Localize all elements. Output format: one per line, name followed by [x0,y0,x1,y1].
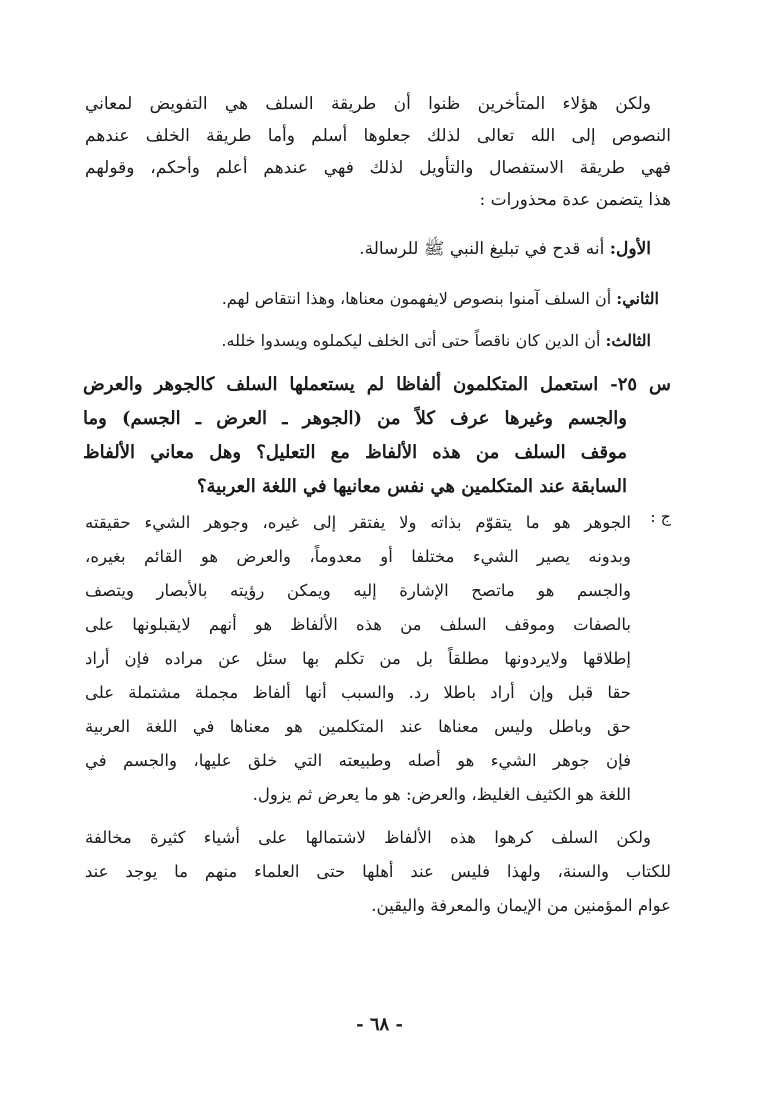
answer-line: حقا قبل وإن أراد باطلا رد. والسبب أنها ألفاظ مجملة مشتملة على [85,683,631,702]
point-third [85,331,651,350]
intro-line: فهي طريقة الاستفصال والتأويل لذلك فهي عندهم أعلم وأحكم، وقولهم [85,158,671,178]
intro-line: النصوص إلى الله تعالى لذلك جعلوها أسلم وأما طريقة الخلف عندهم [85,126,671,146]
intro-paragraph [85,88,671,216]
answer-line: الجوهر هو ما يتقوّم بذاته ولا يفتقر إلى غيره، وجوهر الشيء حقيقته [85,513,631,532]
question-line: موقف السلف من هذه الألفاظ مع التعليل؟ وهل معاني الألفاظ [83,442,627,463]
point-label: الثالث: [605,331,651,350]
answer-line: والجسم هو ماتصح الإشارة إليه ويمكن رؤيته بالأبصار ويتصف [85,581,631,600]
intro-line: ولكن هؤلاء المتأخرين ظنوا أن طريقة السلف هي التفويض لمعاني [85,94,651,114]
answer-line: بالصفات وموقف السلف من هذه الألفاظ هو أنهم لايقبلونها على [85,615,631,634]
question-25 [83,368,671,504]
question-line: السابقة عند المتكلمين هي نفس معانيها في اللغة العربية؟ [196,476,627,497]
intro-line: هذا يتضمن عدة محذورات : [479,190,671,210]
question-line: س ٢٥- استعمل المتكلمون ألفاظا لم يستعملها السلف كالجوهر والعرض [83,374,671,395]
closing-paragraph [85,821,671,923]
point-label: الأول: [609,239,651,259]
answer-line: إطلاقها ولايردونها مطلقاً بل من تكلم بها سئل عن مراده فإن أراد [85,649,631,668]
question-line: والجسم وغيرها عرف كلاً من (الجوهر ـ العرض ـ الجسم) وما [83,408,627,429]
answer-paragraph [85,506,631,812]
point-label: الثاني: [616,289,659,308]
closing-line: عوام المؤمنين من الإيمان والمعرفة واليقين. [371,896,671,915]
point-second [93,289,659,308]
answer-line: وبدونه يصير الشيء مختلفا أو معدوماً، والعرض هو القائم بغيره، [85,547,631,566]
page-number: - ٦٨ - [356,1014,403,1035]
answer-line: حق وباطل وليس معناها عند المتكلمين هو معناها في اللغة العربية [85,717,631,736]
answer-label: ج : [650,507,671,526]
closing-line: للكتاب والسنة، ولهذا فليس عند أهلها حتى العلماء منهم ما يوجد عند [85,862,671,881]
closing-line: ولكن السلف كرهوا هذه الألفاظ لاشتمالها على أشياء كثيرة مخالفة [85,828,651,847]
point-text: أن السلف آمنوا بنصوص لايفهمون معناها، وهذا انتقاص لهم. [221,289,617,308]
point-text: أنه قدح في تبليغ النبي ﷺ للرسالة. [359,239,610,259]
point-first [85,238,651,263]
point-text: أن الدين كان ناقصاً حتى أتى الخلف ليكملوه ويسدوا خلله. [221,331,606,350]
answer-line: فإن جوهر الشيء هو أصله وطبيعته التي خلق عليها، والجسم في [85,751,631,770]
answer-line: اللغة هو الكثيف الغليظ، والعرض: هو ما يعرض ثم يزول. [252,785,631,804]
